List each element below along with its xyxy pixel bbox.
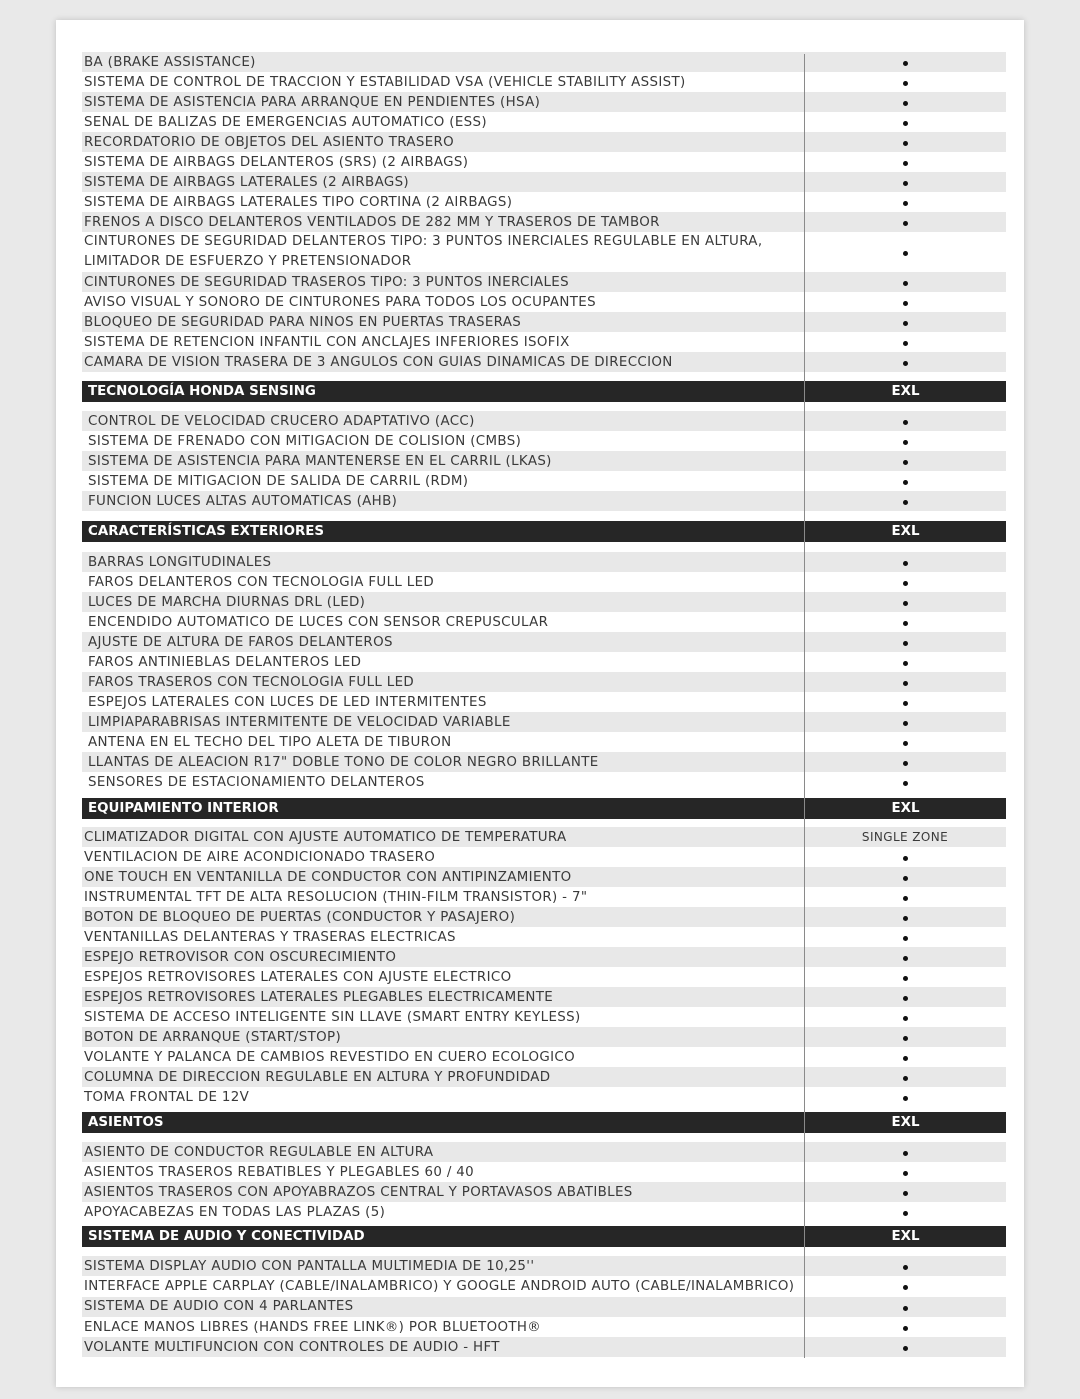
- table-row: [82, 1297, 1006, 1317]
- table-row: [82, 431, 1006, 451]
- bullet-icon: [903, 101, 908, 106]
- included-dot-icon: [804, 295, 1006, 309]
- bullet-icon: [903, 1326, 908, 1331]
- table-row: [82, 827, 1006, 847]
- included-dot-icon: [804, 75, 1006, 89]
- included-dot-icon: [804, 870, 1006, 884]
- included-dot-icon: [804, 990, 1006, 1004]
- bullet-icon: [903, 641, 908, 646]
- included-dot-icon: [804, 755, 1006, 769]
- included-dot-icon: [804, 850, 1006, 864]
- feature-label: BLOQUEO DE SEGURIDAD PARA NIÑOS EN PUERTAS TRASERAS: [84, 314, 522, 330]
- bullet-icon: [903, 61, 908, 66]
- table-row: [82, 732, 1006, 752]
- table-row: [82, 712, 1006, 732]
- table-row: [82, 1047, 1006, 1067]
- table-row: [82, 411, 1006, 431]
- feature-label: FAROS ANTINIEBLAS DELANTEROS LED: [88, 654, 362, 670]
- included-dot-icon: [804, 715, 1006, 729]
- section-title: SISTEMA DE AUDIO Y CONECTIVIDAD: [88, 1229, 365, 1244]
- included-dot-icon: [804, 315, 1006, 329]
- included-dot-icon: [804, 1205, 1006, 1219]
- included-dot-icon: [804, 615, 1006, 629]
- included-dot-icon: [804, 195, 1006, 209]
- bullet-icon: [903, 936, 908, 941]
- included-dot-icon: [804, 1185, 1006, 1199]
- table-row: [82, 491, 1006, 511]
- table-row: [82, 232, 1006, 272]
- included-dot-icon: [804, 1279, 1006, 1293]
- table-row: [82, 192, 1006, 212]
- feature-label: SEÑAL DE BALIZAS DE EMERGENCIAS AUTOMÁTICO (ESS): [84, 114, 487, 130]
- table-row: [82, 692, 1006, 712]
- feature-label: LUCES DE MARCHA DIURNAS DRL (LED): [88, 594, 366, 610]
- feature-label: ESPEJO RETROVISOR CON OSCURECIMIENTO: [84, 949, 397, 965]
- section-header-audio: [82, 1226, 1006, 1247]
- included-dot-icon: [804, 1010, 1006, 1024]
- bullet-icon: [903, 581, 908, 586]
- feature-label: ENLACE MANOS LIBRES (HANDS FREE LINK®) POR BLUETOOTH®: [84, 1319, 542, 1335]
- included-dot-icon: [804, 55, 1006, 69]
- included-dot-icon: [804, 215, 1006, 229]
- bullet-icon: [903, 341, 908, 346]
- feature-label: CINTURONES DE SEGURIDAD DELANTEROS TIPO: 3 PUNTOS INERCIALES REGULABLE EN ALTURA, LIMITADOR DE ESFUERZO Y PRETENSIONADOR: [84, 234, 763, 269]
- bullet-icon: [903, 480, 908, 485]
- bullet-icon: [903, 1096, 908, 1101]
- feature-label: RECORDATORIO DE OBJETOS DEL ASIENTO TRASERO: [84, 134, 455, 150]
- bullet-icon: [903, 281, 908, 286]
- section-title: TECNOLOGÍA HONDA SENSING: [88, 384, 316, 399]
- section-header-sensing: [82, 381, 1006, 402]
- feature-label: INTERFACE APPLE CARPLAY (CABLE/INALÁMBRICO) Y GOOGLE ANDROID AUTO (CABLE/INALAMBRICO): [84, 1278, 795, 1294]
- included-dot-icon: [804, 735, 1006, 749]
- bullet-icon: [903, 1171, 908, 1176]
- feature-label: SISTEMA DE AIRBAGS LATERALES TIPO CORTINA (2 AIRBAGS): [84, 194, 513, 210]
- feature-label: ASIENTOS TRASEROS CON APOYABRAZOS CENTRAL Y PORTAVASOS ABATIBLES: [84, 1184, 633, 1200]
- feature-label: SISTEMA DE FRENADO CON MITIGACIÓN DE COLISIÓN (CMBS): [88, 433, 522, 449]
- bullet-icon: [903, 701, 908, 706]
- table-row: [82, 772, 1006, 792]
- table-row: [82, 52, 1006, 72]
- feature-label: SISTEMA DE RETENCIÓN INFANTIL CON ANCLAJES INFERIORES ISOFIX: [84, 334, 570, 350]
- table-row: [82, 752, 1006, 772]
- bullet-icon: [903, 621, 908, 626]
- included-dot-icon: [804, 434, 1006, 448]
- feature-label: LLANTAS DE ALEACIÓN R17" DOBLE TONO DE COLOR NEGRO BRILLANTE: [88, 754, 599, 770]
- table-row: [82, 132, 1006, 152]
- feature-label: VOLANTE Y PALANCA DE CAMBIOS REVESTIDO EN CUERO ECOLÓGICO: [84, 1049, 575, 1065]
- table-row: [82, 987, 1006, 1007]
- bullet-icon: [903, 1346, 908, 1351]
- bullet-icon: [903, 141, 908, 146]
- included-dot-icon: [804, 454, 1006, 468]
- table-row: [82, 172, 1006, 192]
- included-dot-icon: [804, 414, 1006, 428]
- bullet-icon: [903, 681, 908, 686]
- table-row: [82, 312, 1006, 332]
- feature-label: VENTANILLAS DELANTERAS Y TRASERAS ELÉCTRICAS: [84, 929, 456, 945]
- included-dot-icon: [804, 890, 1006, 904]
- feature-label: ESPEJOS LATERALES CON LUCES DE LED INTERMITENTES: [88, 694, 487, 710]
- bullet-icon: [903, 181, 908, 186]
- feature-label: VENTILACIÓN DE AIRE ACONDICIONADO TRASERO: [84, 849, 436, 865]
- feature-value: SINGLE ZONE: [861, 830, 949, 844]
- included-dot-icon: [804, 655, 1006, 669]
- table-row: [82, 867, 1006, 887]
- included-dot-icon: [804, 950, 1006, 964]
- bullet-icon: [903, 251, 908, 256]
- feature-label: ONE TOUCH EN VENTANILLA DE CONDUCTOR CON ANTIPINZAMIENTO: [84, 869, 572, 885]
- included-dot-icon: [804, 245, 1006, 259]
- table-row: [82, 152, 1006, 172]
- bullet-icon: [903, 221, 908, 226]
- bullet-icon: [903, 856, 908, 861]
- included-dot-icon: [804, 135, 1006, 149]
- included-dot-icon: [804, 930, 1006, 944]
- feature-label: SISTEMA DE ASISTENCIA PARA ARRANQUE EN PENDIENTES (HSA): [84, 94, 541, 110]
- table-row: [82, 1202, 1006, 1222]
- table-row: [82, 471, 1006, 491]
- section-header-asientos: [82, 1112, 1006, 1133]
- included-dot-icon: [804, 1320, 1006, 1334]
- included-dot-icon: [804, 1300, 1006, 1314]
- included-dot-icon: [804, 1165, 1006, 1179]
- bullet-icon: [903, 896, 908, 901]
- feature-label: BA (BRAKE ASSISTANCE): [84, 54, 256, 70]
- included-dot-icon: [804, 1030, 1006, 1044]
- feature-label: SISTEMA DE CONTROL DE TRACCIÓN Y ESTABILIDAD VSA (VEHICLE STABILITY ASSIST): [84, 74, 686, 90]
- included-dot-icon: [804, 115, 1006, 129]
- feature-label: COLUMNA DE DIRECCIÓN REGULABLE EN ALTURA Y PROFUNDIDAD: [84, 1069, 551, 1085]
- table-row: [82, 112, 1006, 132]
- table-row: [82, 847, 1006, 867]
- feature-label: BARRAS LONGITUDINALES: [88, 554, 272, 570]
- table-row: [82, 272, 1006, 292]
- included-dot-icon: [804, 95, 1006, 109]
- included-dot-icon: [804, 555, 1006, 569]
- included-dot-icon: [804, 494, 1006, 508]
- feature-label: ANTENA EN EL TECHO DEL TIPO ALETA DE TIBURÓN: [88, 734, 452, 750]
- feature-label: BOTÓN DE ARRANQUE (START/STOP): [84, 1029, 342, 1045]
- bullet-icon: [903, 916, 908, 921]
- bullet-icon: [903, 741, 908, 746]
- bullet-icon: [903, 761, 908, 766]
- column-divider: [804, 54, 805, 1358]
- section-title: EQUIPAMIENTO INTERIOR: [88, 801, 279, 816]
- table-row: [82, 1162, 1006, 1182]
- feature-label: ASIENTOS TRASEROS REBATIBLES Y PLEGABLES 60 / 40: [84, 1164, 475, 1180]
- bullet-icon: [903, 781, 908, 786]
- table-row: [82, 212, 1006, 232]
- feature-label: SISTEMA DE MITIGACIÓN DE SALIDA DE CARRIL (RDM): [88, 473, 469, 489]
- bullet-icon: [903, 420, 908, 425]
- feature-label: ASIENTO DE CONDUCTOR REGULABLE EN ALTURA: [84, 1144, 434, 1160]
- table-row: [82, 592, 1006, 612]
- bullet-icon: [903, 460, 908, 465]
- bullet-icon: [903, 1056, 908, 1061]
- feature-label: CONTROL DE VELOCIDAD CRUCERO ADAPTATIVO (ACC): [88, 413, 475, 429]
- feature-label: SENSORES DE ESTACIONAMIENTO DELANTEROS: [88, 774, 425, 790]
- table-row: [82, 967, 1006, 987]
- bullet-icon: [903, 500, 908, 505]
- section-header-exteriores: [82, 521, 1006, 542]
- table-row: [82, 1256, 1006, 1276]
- table-row: [82, 632, 1006, 652]
- bullet-icon: [903, 1151, 908, 1156]
- table-row: [82, 1087, 1006, 1107]
- section-trim-label: EXL: [804, 798, 1006, 819]
- table-row: [82, 887, 1006, 907]
- bullet-icon: [903, 161, 908, 166]
- feature-label: FAROS TRASEROS CON TECNOLOGÍA FULL LED: [88, 674, 415, 690]
- feature-label: APOYACABEZAS EN TODAS LAS PLAZAS (5): [84, 1204, 386, 1220]
- feature-label: SISTEMA DE ASISTENCIA PARA MANTENERSE EN EL CARRIL (LKAS): [88, 453, 552, 469]
- table-row: [82, 927, 1006, 947]
- feature-label: SISTEMA DE AUDIO CON 4 PARLANTES: [84, 1299, 354, 1315]
- bullet-icon: [903, 876, 908, 881]
- feature-label: VOLANTE MULTIFUNCIÓN CON CONTROLES DE AUDIO - HFT: [84, 1339, 500, 1355]
- included-dot-icon: [804, 474, 1006, 488]
- table-row: [82, 947, 1006, 967]
- bullet-icon: [903, 1285, 908, 1290]
- included-dot-icon: [804, 275, 1006, 289]
- bullet-icon: [903, 996, 908, 1001]
- included-dot-icon: [804, 355, 1006, 369]
- included-dot-icon: [804, 595, 1006, 609]
- bullet-icon: [903, 301, 908, 306]
- table-row: [82, 1067, 1006, 1087]
- table-row: [82, 1182, 1006, 1202]
- section-trim-label: EXL: [804, 1112, 1006, 1133]
- table-row: [82, 1007, 1006, 1027]
- feature-label: FAROS DELANTEROS CON TECNOLOGÍA FULL LED: [88, 574, 435, 590]
- included-dot-icon: [804, 635, 1006, 649]
- table-row: [82, 907, 1006, 927]
- bullet-icon: [903, 561, 908, 566]
- feature-label: SISTEMA DE AIRBAGS LATERALES (2 AIRBAGS): [84, 174, 409, 190]
- bullet-icon: [903, 81, 908, 86]
- included-dot-icon: [804, 1145, 1006, 1159]
- included-dot-icon: [804, 1090, 1006, 1104]
- feature-label: ESPEJOS RETROVISORES LATERALES PLEGABLES ELÉCTRICAMENTE: [84, 989, 554, 1005]
- table-row: [82, 332, 1006, 352]
- table-row: [82, 572, 1006, 592]
- feature-label: FUNCIÓN LUCES ALTAS AUTOMÁTICAS (AHB): [88, 493, 398, 509]
- table-row: [82, 1337, 1006, 1357]
- bullet-icon: [903, 661, 908, 666]
- feature-label: CINTURONES DE SEGURIDAD TRASEROS TIPO: 3 PUNTOS INERCIALES: [84, 274, 569, 290]
- table-row: [82, 72, 1006, 92]
- feature-label: INSTRUMENTAL TFT DE ALTA RESOLUCIÓN (THIN-FILM TRANSISTOR) - 7": [84, 889, 588, 905]
- bullet-icon: [903, 1211, 908, 1216]
- included-dot-icon: [804, 335, 1006, 349]
- included-dot-icon: [804, 175, 1006, 189]
- bullet-icon: [903, 361, 908, 366]
- included-dot-icon: [804, 910, 1006, 924]
- table-row: [82, 1142, 1006, 1162]
- included-dot-icon: [804, 1259, 1006, 1273]
- feature-label: SISTEMA DISPLAY AUDIO CON PANTALLA MULTIMEDIA DE 10,25'': [84, 1258, 535, 1274]
- table-row: [82, 652, 1006, 672]
- feature-label: TOMA FRONTAL DE 12V: [84, 1089, 250, 1105]
- included-dot-icon: [804, 155, 1006, 169]
- table-row: [82, 451, 1006, 471]
- table-row: [82, 352, 1006, 372]
- table-row: [82, 612, 1006, 632]
- included-dot-icon: [804, 1070, 1006, 1084]
- bullet-icon: [903, 1016, 908, 1021]
- feature-label: AVISO VISUAL Y SONORO DE CINTURONES PARA TODOS LOS OCUPANTES: [84, 294, 596, 310]
- table-row: [82, 1317, 1006, 1337]
- table-row: [82, 292, 1006, 312]
- feature-label: FRENOS A DISCO DELANTEROS VENTILADOS DE 282 MM Y TRASEROS DE TAMBOR: [84, 214, 660, 230]
- included-dot-icon: [804, 675, 1006, 689]
- bullet-icon: [903, 321, 908, 326]
- included-dot-icon: [804, 575, 1006, 589]
- bullet-icon: [903, 201, 908, 206]
- section-trim-label: EXL: [804, 1226, 1006, 1247]
- section-trim-label: EXL: [804, 381, 1006, 402]
- feature-label: ENCENDIDO AUTOMÁTICO DE LUCES CON SENSOR CREPUSCULAR: [88, 614, 549, 630]
- bullet-icon: [903, 956, 908, 961]
- bullet-icon: [903, 1036, 908, 1041]
- feature-label: SISTEMA DE ACCESO INTELIGENTE SIN LLAVE (SMART ENTRY KEYLESS): [84, 1009, 581, 1025]
- bullet-icon: [903, 1265, 908, 1270]
- included-dot-icon: [804, 970, 1006, 984]
- feature-label: LIMPIAPARABRISAS INTERMITENTE DE VELOCIDAD VARIABLE: [88, 714, 511, 730]
- section-header-interior: [82, 798, 1006, 819]
- bullet-icon: [903, 1191, 908, 1196]
- included-dot-icon: [804, 695, 1006, 709]
- feature-label: CLIMATIZADOR DIGITAL CON AJUSTE AUTOMÁTICO DE TEMPERATURA: [84, 829, 567, 845]
- feature-label: CÁMARA DE VISIÓN TRASERA DE 3 ÁNGULOS CON GUÍAS DINÁMICAS DE DIRECCIÓN: [84, 354, 673, 370]
- section-title: CARACTERÍSTICAS EXTERIORES: [88, 524, 325, 539]
- table-row: [82, 1276, 1006, 1296]
- feature-label: AJUSTE DE ALTURA DE FAROS DELANTEROS: [88, 634, 393, 650]
- bullet-icon: [903, 601, 908, 606]
- included-dot-icon: [804, 1340, 1006, 1354]
- feature-label: ESPEJOS RETROVISORES LATERALES CON AJUSTE ELÉCTRICO: [84, 969, 512, 985]
- bullet-icon: [903, 1076, 908, 1081]
- bullet-icon: [903, 440, 908, 445]
- feature-label: SISTEMA DE AIRBAGS DELANTEROS (SRS) (2 AIRBAGS): [84, 154, 469, 170]
- table-row: [82, 92, 1006, 112]
- table-row: [82, 672, 1006, 692]
- section-trim-label: EXL: [804, 521, 1006, 542]
- bullet-icon: [903, 121, 908, 126]
- included-dot-icon: [804, 775, 1006, 789]
- bullet-icon: [903, 1306, 908, 1311]
- included-dot-icon: [804, 1050, 1006, 1064]
- section-title: ASIENTOS: [88, 1115, 164, 1130]
- table-row: [82, 1027, 1006, 1047]
- feature-label: BOTÓN DE BLOQUEO DE PUERTAS (CONDUCTOR Y PASAJERO): [84, 909, 516, 925]
- table-row: [82, 552, 1006, 572]
- bullet-icon: [903, 721, 908, 726]
- bullet-icon: [903, 976, 908, 981]
